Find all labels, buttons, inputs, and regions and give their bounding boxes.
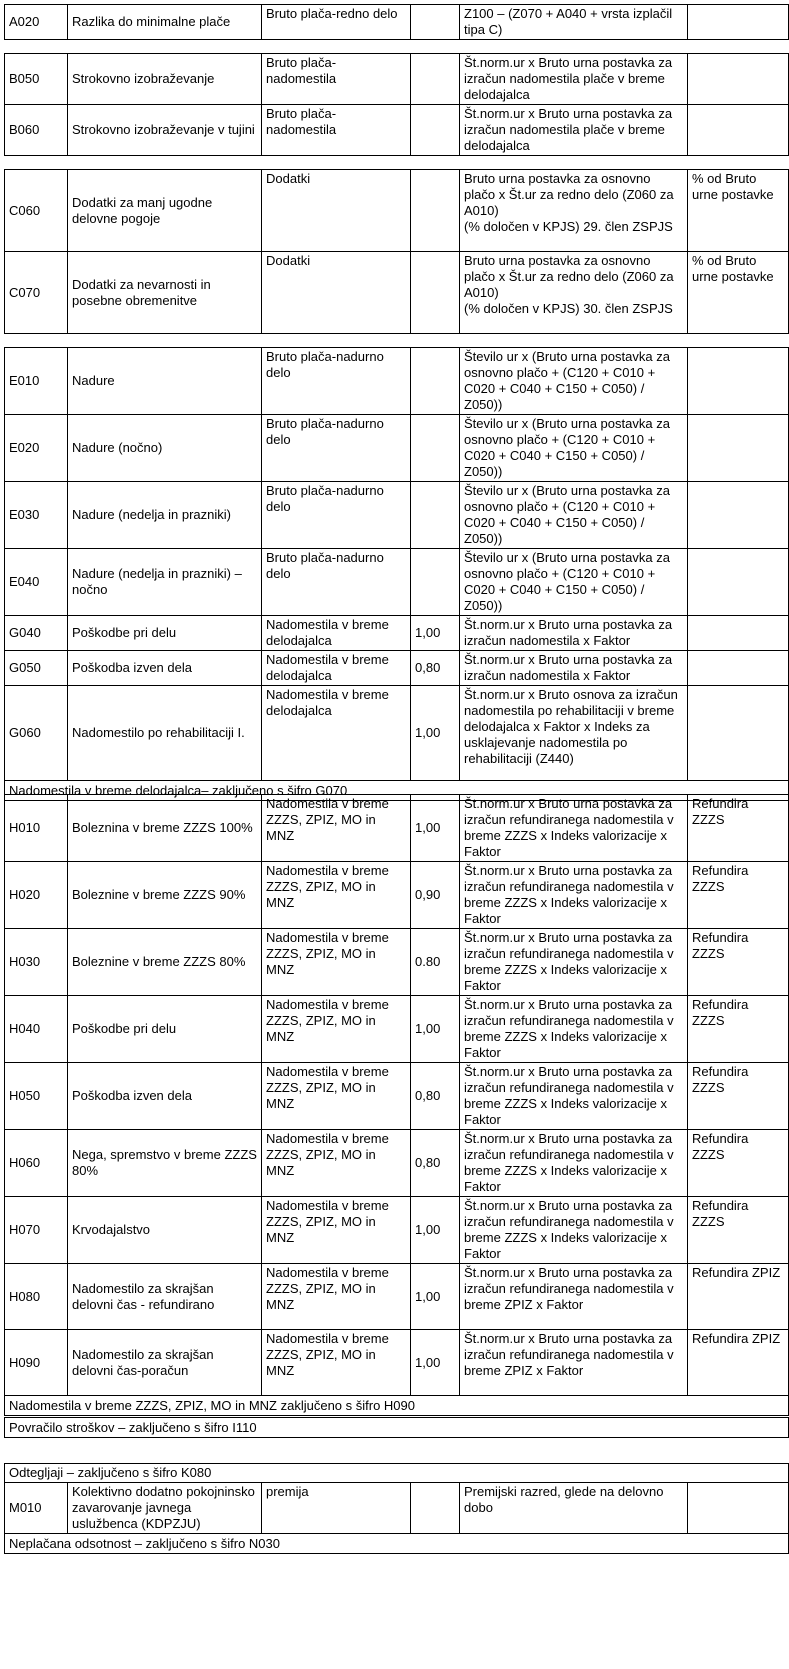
factor-text: 0.80	[415, 954, 441, 969]
cell-factor	[411, 1264, 460, 1330]
formula-text: Premijski razred, glede na delovno dobo	[464, 1484, 664, 1515]
cell-description	[68, 415, 262, 482]
cell-category	[262, 54, 411, 105]
description-text: Dodatki za manj ugodne delovne pogoje	[72, 194, 213, 226]
formula-text: Število ur x (Bruto urna postavka za osnovno plačo + (C120 + C010 + C020 + C040 + C150 + C050) / Z050))	[464, 550, 670, 613]
cell-code	[5, 54, 68, 105]
category-text: Nadomestila v breme delodajalca	[266, 617, 389, 648]
cell-category	[262, 1130, 411, 1197]
cell-note	[688, 862, 789, 929]
cell-description	[68, 616, 262, 651]
code-text: E010	[9, 373, 40, 388]
cell-code	[5, 482, 68, 549]
cell-description	[68, 348, 262, 415]
note-text: Refundira ZZZS	[692, 997, 749, 1028]
code-text: H090	[9, 1354, 41, 1370]
table-row	[5, 1130, 789, 1197]
cell-note	[688, 651, 789, 686]
category-text: Dodatki	[266, 253, 311, 268]
cell-category	[262, 5, 411, 40]
table-row	[5, 105, 789, 156]
formula-text: Št.norm.ur x Bruto urna postavka za izračun refundiranega nadomestila v breme ZZZS x Indeks valorizacije x Faktor	[464, 863, 674, 926]
table-row	[5, 1063, 789, 1130]
cell-code	[5, 996, 68, 1063]
table-row	[5, 348, 789, 415]
code-text: B050	[9, 71, 40, 86]
code-text: E040	[9, 574, 40, 589]
category-text: Nadomestila v breme ZZZS, ZPIZ, MO in MNZ	[266, 1198, 389, 1245]
section-footer-text: Nadomestila v breme delodajalca– zaključeno s šifro G070	[5, 781, 789, 801]
cell-category	[262, 415, 411, 482]
cell-note	[688, 170, 789, 252]
cell-category	[262, 348, 411, 415]
cell-code	[5, 795, 68, 862]
formula-text: Št.norm.ur x Bruto urna postavka za izračun refundiranega nadomestila v breme ZPIZ x Faktor	[464, 1265, 674, 1312]
cell-factor	[411, 1483, 460, 1534]
cell-factor	[411, 170, 460, 252]
category-text: Nadomestila v breme ZZZS, ZPIZ, MO in MNZ	[266, 1265, 389, 1312]
description-text: Nadure (nedelja in prazniki) – nočno	[72, 566, 242, 597]
formula-text: Št.norm.ur x Bruto urna postavka za izračun nadomestila x Faktor	[464, 652, 673, 683]
table-row	[5, 862, 789, 929]
category-text: Nadomestila v breme ZZZS, ZPIZ, MO in MNZ	[266, 1064, 389, 1111]
cell-formula	[460, 1197, 688, 1264]
note-text: Refundira ZZZS	[692, 1064, 749, 1095]
cell-formula	[460, 795, 688, 862]
table-group	[4, 794, 789, 1416]
cell-note	[688, 929, 789, 996]
formula-text: Število ur x (Bruto urna postavka za osnovno plačo + (C120 + C010 + C020 + C040 + C150 + C050) / Z050))	[464, 416, 670, 479]
cell-description	[68, 549, 262, 616]
cell-formula	[460, 105, 688, 156]
cell-note	[688, 795, 789, 862]
cell-note	[688, 5, 789, 40]
cell-category	[262, 482, 411, 549]
formula-text: Št.norm.ur x Bruto urna postavka za izračun nadomestila plače v breme delodajalca	[464, 106, 673, 153]
cell-factor	[411, 1330, 460, 1396]
cell-factor	[411, 348, 460, 415]
cell-code	[5, 651, 68, 686]
formula-text: Št.norm.ur x Bruto urna postavka za izračun refundiranega nadomestila v breme ZZZS x Indeks valorizacije x Faktor	[464, 997, 674, 1060]
cell-formula	[460, 348, 688, 415]
cell-note	[688, 105, 789, 156]
cell-category	[262, 170, 411, 252]
section-footer-text: Nadomestila v breme ZZZS, ZPIZ, MO in MNZ zaključeno s šifro H090	[5, 1396, 789, 1416]
category-text: Nadomestila v breme ZZZS, ZPIZ, MO in MNZ	[266, 1131, 389, 1178]
cell-formula	[460, 549, 688, 616]
description-text: Nadomestilo za skrajšan delovni čas - refundirano	[72, 1280, 215, 1312]
cell-description	[68, 170, 262, 252]
table-row	[5, 170, 789, 252]
section-footer	[5, 1418, 789, 1438]
code-text: H010	[9, 820, 41, 835]
note-text: Refundira ZZZS	[692, 863, 749, 894]
table-group	[4, 1417, 789, 1438]
cell-note	[688, 1197, 789, 1264]
description-text: Nadure	[72, 373, 115, 388]
cell-formula	[460, 1264, 688, 1330]
description-text: Poškodba izven dela	[72, 660, 192, 675]
formula-text: Št.norm.ur x Bruto urna postavka za izračun refundiranega nadomestila v breme ZZZS x Indeks valorizacije x Faktor	[464, 1131, 674, 1194]
factor-text: 1,00	[415, 1021, 441, 1036]
description-text: Boleznina v breme ZZZS 100%	[72, 820, 253, 835]
cell-code	[5, 252, 68, 334]
category-text: Bruto plača-redno delo	[266, 6, 398, 21]
category-text: Bruto plača-nadurno delo	[266, 483, 384, 514]
cell-description	[68, 651, 262, 686]
category-text: Nadomestila v breme delodajalca	[266, 652, 389, 683]
category-text: Bruto plača-nadurno delo	[266, 416, 384, 447]
table-row	[5, 252, 789, 334]
cell-factor	[411, 549, 460, 616]
code-text: G040	[9, 625, 41, 640]
cell-description	[68, 862, 262, 929]
cell-category	[262, 1197, 411, 1264]
code-text: H060	[9, 1155, 41, 1170]
cell-code	[5, 1197, 68, 1264]
factor-text: 1,00	[415, 1354, 441, 1370]
table-group	[4, 53, 789, 156]
category-text: Bruto plača-nadurno delo	[266, 550, 384, 581]
section-header	[5, 1464, 789, 1483]
code-text: B060	[9, 122, 40, 137]
formula-text: Št.norm.ur x Bruto urna postavka za izračun refundiranega nadomestila v breme ZZZS x Indeks valorizacije x Faktor	[464, 1064, 674, 1127]
description-text: Nadure (nedelja in prazniki)	[72, 507, 231, 522]
section-footer-text: Povračilo stroškov – zaključeno s šifro I110	[5, 1418, 789, 1438]
table-row	[5, 616, 789, 651]
cell-code	[5, 549, 68, 616]
table-group	[4, 4, 789, 40]
factor-text: 1,00	[415, 725, 441, 740]
note-text: % od Bruto urne postavke	[692, 253, 774, 284]
cell-description	[68, 1483, 262, 1534]
table-row	[5, 5, 789, 40]
description-text: Nadomestilo po rehabilitaciji I.	[72, 725, 245, 740]
description-text: Strokovno izobraževanje	[72, 71, 215, 86]
cell-category	[262, 929, 411, 996]
cell-code	[5, 5, 68, 40]
cell-category	[262, 1264, 411, 1330]
factor-text: 1,00	[415, 820, 441, 835]
cell-note	[688, 415, 789, 482]
note-text: % od Bruto urne postavke	[692, 171, 774, 202]
cell-category	[262, 862, 411, 929]
cell-note	[688, 1264, 789, 1330]
cell-description	[68, 482, 262, 549]
description-text: Boleznine v breme ZZZS 90%	[72, 887, 246, 902]
cell-description	[68, 686, 262, 781]
code-text: C060	[9, 202, 41, 218]
code-text: E030	[9, 507, 40, 522]
table-row	[5, 415, 789, 482]
table-row	[5, 651, 789, 686]
cell-category	[262, 1063, 411, 1130]
factor-text: 0,80	[415, 1088, 441, 1103]
section-footer	[5, 1396, 789, 1416]
code-text: H080	[9, 1288, 41, 1304]
cell-factor	[411, 795, 460, 862]
code-text: H030	[9, 954, 41, 969]
note-text: Refundira ZZZS	[692, 930, 749, 961]
table-group	[4, 1463, 789, 1554]
cell-formula	[460, 1063, 688, 1130]
cell-formula	[460, 5, 688, 40]
note-text: Refundira ZZZS	[692, 1198, 749, 1229]
cell-formula	[460, 616, 688, 651]
description-text: Strokovno izobraževanje v tujini	[72, 122, 255, 137]
formula-text: Število ur x (Bruto urna postavka za osnovno plačo + (C120 + C010 + C020 + C040 + C150 + C050) / Z050))	[464, 483, 670, 546]
cell-category	[262, 1483, 411, 1534]
formula-text: Bruto urna postavka za osnovno plačo x Št.ur za redno delo (Z060 za A010) (% določen v KPJS) 30. člen ZSPJS	[464, 253, 674, 316]
category-text: Dodatki	[266, 171, 311, 186]
factor-text: 1,00	[415, 1288, 441, 1304]
cell-code	[5, 1130, 68, 1197]
formula-text: Št.norm.ur x Bruto urna postavka za izračun refundiranega nadomestila v breme ZZZS x Indeks valorizacije x Faktor	[464, 1198, 674, 1261]
table-row	[5, 795, 789, 862]
factor-text: 0,90	[415, 887, 441, 902]
code-text: H020	[9, 887, 41, 902]
cell-category	[262, 616, 411, 651]
description-text: Krvodajalstvo	[72, 1222, 151, 1237]
cell-formula	[460, 1483, 688, 1534]
cell-description	[68, 1130, 262, 1197]
formula-text: Št.norm.ur x Bruto urna postavka za izračun nadomestila x Faktor	[464, 617, 673, 648]
formula-text: Št.norm.ur x Bruto osnova za izračun nadomestila po rehabilitaciji v breme delodajalca x Faktor x Indeks za usklajevanje nadomestila po rehabilitaciji (Z440)	[464, 687, 678, 766]
cell-code	[5, 1264, 68, 1330]
cell-code	[5, 1063, 68, 1130]
table-row	[5, 549, 789, 616]
cell-code	[5, 929, 68, 996]
category-text: premija	[266, 1484, 309, 1499]
cell-note	[688, 1130, 789, 1197]
category-text: Nadomestila v breme ZZZS, ZPIZ, MO in MNZ	[266, 796, 389, 843]
cell-note	[688, 348, 789, 415]
section-header-text: Odtegljaji – zaključeno s šifro K080	[5, 1464, 789, 1483]
cell-formula	[460, 686, 688, 781]
cell-factor	[411, 415, 460, 482]
cell-code	[5, 686, 68, 781]
formula-text: Št.norm.ur x Bruto urna postavka za izračun refundiranega nadomestila v breme ZPIZ x Faktor	[464, 1331, 674, 1378]
cell-category	[262, 686, 411, 781]
code-text: E020	[9, 440, 40, 455]
description-text: Nega, spremstvo v breme ZZZS 80%	[72, 1147, 257, 1178]
cell-description	[68, 1330, 262, 1396]
table-row	[5, 686, 789, 781]
description-text: Razlika do minimalne plače	[72, 14, 231, 29]
category-text: Nadomestila v breme ZZZS, ZPIZ, MO in MNZ	[266, 930, 389, 977]
factor-text: 0,80	[415, 660, 441, 675]
description-text: Nadomestilo za skrajšan delovni čas-poračun	[72, 1346, 214, 1378]
cell-note	[688, 1063, 789, 1130]
table-row	[5, 54, 789, 105]
cell-note	[688, 1483, 789, 1534]
cell-factor	[411, 651, 460, 686]
cell-factor	[411, 1197, 460, 1264]
cell-formula	[460, 1130, 688, 1197]
code-text: H050	[9, 1088, 41, 1103]
cell-category	[262, 549, 411, 616]
table-row	[5, 1197, 789, 1264]
cell-formula	[460, 482, 688, 549]
cell-description	[68, 252, 262, 334]
cell-category	[262, 105, 411, 156]
table-row	[5, 482, 789, 549]
cell-category	[262, 252, 411, 334]
cell-note	[688, 482, 789, 549]
category-text: Nadomestila v breme delodajalca	[266, 687, 389, 718]
cell-formula	[460, 252, 688, 334]
cell-description	[68, 1197, 262, 1264]
code-text: G050	[9, 660, 41, 675]
code-text: H070	[9, 1222, 41, 1237]
cell-code	[5, 1483, 68, 1534]
note-text: Refundira ZZZS	[692, 1131, 749, 1162]
cell-factor	[411, 862, 460, 929]
cell-code	[5, 170, 68, 252]
cell-factor	[411, 5, 460, 40]
cell-code	[5, 348, 68, 415]
code-text: C070	[9, 284, 41, 300]
table-row	[5, 1264, 789, 1330]
cell-note	[688, 686, 789, 781]
code-text: A020	[9, 14, 40, 29]
description-text: Nadure (nočno)	[72, 440, 163, 455]
note-text: Refundira ZZZS	[692, 796, 749, 827]
cell-factor	[411, 1063, 460, 1130]
cell-description	[68, 5, 262, 40]
cell-description	[68, 105, 262, 156]
cell-description	[68, 1264, 262, 1330]
category-text: Bruto plača-nadomestila	[266, 106, 337, 137]
formula-text: Št.norm.ur x Bruto urna postavka za izračun nadomestila plače v breme delodajalca	[464, 55, 673, 102]
category-text: Nadomestila v breme ZZZS, ZPIZ, MO in MNZ	[266, 997, 389, 1044]
cell-description	[68, 54, 262, 105]
formula-text: Z100 – (Z070 + A040 + vrsta izplačil tipa C)	[464, 6, 673, 37]
cell-category	[262, 996, 411, 1063]
note-text: Refundira ZPIZ	[692, 1331, 781, 1346]
code-text: H040	[9, 1021, 41, 1036]
cell-note	[688, 1330, 789, 1396]
category-text: Nadomestila v breme ZZZS, ZPIZ, MO in MNZ	[266, 863, 389, 910]
table-row	[5, 929, 789, 996]
cell-code	[5, 415, 68, 482]
factor-text: 1,00	[415, 625, 441, 640]
table-row	[5, 1330, 789, 1396]
cell-formula	[460, 929, 688, 996]
description-text: Poškodbe pri delu	[72, 625, 177, 640]
cell-formula	[460, 415, 688, 482]
category-text: Bruto plača-nadomestila	[266, 55, 337, 86]
cell-code	[5, 862, 68, 929]
section-footer	[5, 1534, 789, 1554]
formula-text: Št.norm.ur x Bruto urna postavka za izračun refundiranega nadomestila v breme ZZZS x Indeks valorizacije x Faktor	[464, 796, 674, 859]
formula-text: Število ur x (Bruto urna postavka za osnovno plačo + (C120 + C010 + C020 + C040 + C150 + C050) / Z050))	[464, 349, 670, 412]
formula-text: Bruto urna postavka za osnovno plačo x Št.ur za redno delo (Z060 za A010) (% določen v KPJS) 29. člen ZSPJS	[464, 171, 674, 234]
cell-formula	[460, 1330, 688, 1396]
cell-factor	[411, 54, 460, 105]
table-row	[5, 1483, 789, 1534]
cell-formula	[460, 996, 688, 1063]
cell-factor	[411, 482, 460, 549]
formula-text: Št.norm.ur x Bruto urna postavka za izračun refundiranega nadomestila v breme ZZZS x Indeks valorizacije x Faktor	[464, 930, 674, 993]
cell-factor	[411, 105, 460, 156]
code-text: G060	[9, 725, 41, 740]
cell-factor	[411, 929, 460, 996]
cell-category	[262, 651, 411, 686]
category-text: Bruto plača-nadurno delo	[266, 349, 384, 380]
cell-formula	[460, 862, 688, 929]
cell-code	[5, 616, 68, 651]
cell-formula	[460, 651, 688, 686]
cell-formula	[460, 170, 688, 252]
factor-text: 1,00	[415, 1222, 441, 1237]
cell-note	[688, 996, 789, 1063]
cell-factor	[411, 996, 460, 1063]
description-text: Poškodbe pri delu	[72, 1021, 177, 1036]
cell-category	[262, 795, 411, 862]
table-group	[4, 347, 789, 801]
cell-note	[688, 549, 789, 616]
table-group	[4, 169, 789, 334]
cell-formula	[460, 54, 688, 105]
note-text: Refundira ZPIZ	[692, 1265, 781, 1280]
cell-note	[688, 54, 789, 105]
cell-description	[68, 795, 262, 862]
cell-category	[262, 1330, 411, 1396]
cell-code	[5, 105, 68, 156]
cell-note	[688, 252, 789, 334]
section-footer-text: Neplačana odsotnost – zaključeno s šifro N030	[5, 1534, 789, 1554]
table-row	[5, 996, 789, 1063]
code-text: M010	[9, 1500, 42, 1515]
cell-factor	[411, 1130, 460, 1197]
description-text: Poškodba izven dela	[72, 1088, 192, 1103]
cell-factor	[411, 252, 460, 334]
cell-description	[68, 996, 262, 1063]
factor-text: 0,80	[415, 1155, 441, 1170]
cell-factor	[411, 616, 460, 651]
category-text: Nadomestila v breme ZZZS, ZPIZ, MO in MNZ	[266, 1331, 389, 1378]
description-text: Kolektivno dodatno pokojninsko zavarovanje javnega uslužbenca (KDPZJU)	[72, 1484, 255, 1531]
cell-description	[68, 929, 262, 996]
cell-code	[5, 1330, 68, 1396]
description-text: Dodatki za nevarnosti in posebne obremenitve	[72, 276, 211, 308]
cell-note	[688, 616, 789, 651]
cell-description	[68, 1063, 262, 1130]
description-text: Boleznine v breme ZZZS 80%	[72, 954, 246, 969]
cell-factor	[411, 686, 460, 781]
